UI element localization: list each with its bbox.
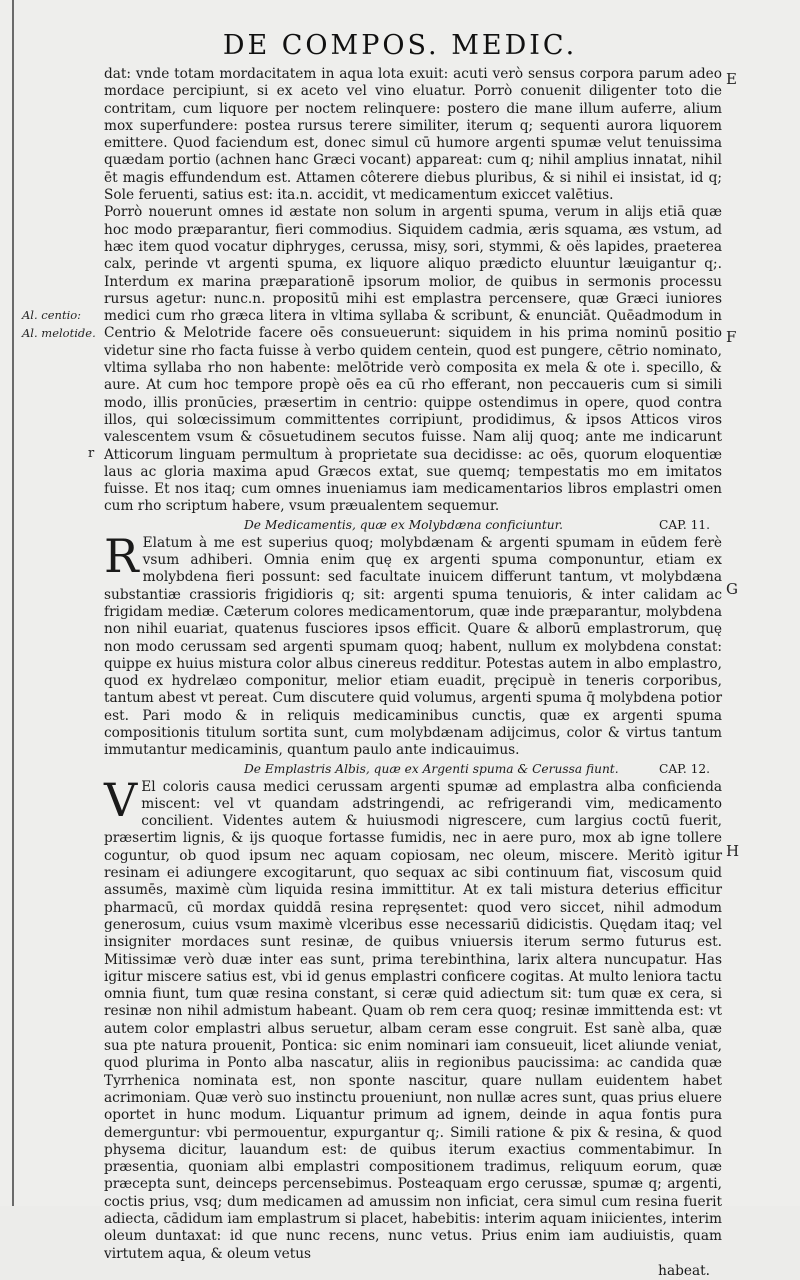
paragraph-text: Elatum à me est superius quoq; molybdænam & argenti spumam in eūdem ferè vsum adhiberi. Omnia enim quę ex argenti spuma componuntur, etiam ex molybdena fieri possunt: sed facultate inuicem differunt tantum, vt molybdæna substantiæ crassioris frigidioris q; sit: argenti spuma tenuioris, & inter calidam ac frigidam mediæ. Cæterum colores medicamentorum, quæ inde præparantur, molybdena non nihil euariat, quatenus fusciores ipsos efficit. Quare & alborū emplastrorum, quę non modo cerussam sed argenti spumam quoq; habent, nullum ex molybdena constat: quippe ex huius mistura color albus cinereus redditur. Potestas autem in albo emplastro, quod ex hydrelæo componitur, melior etiam euadit, pręcipuè in teneris corporibus, tantum abest vt pereat. Cum discutere quid volumus, argenti spuma q̄ molybdena potior est. Pari modo & in reliquis medicaminibus cunctis, quæ ex argenti spuma compositionis titulum sortita sunt, cum molybdænam adijcimus, color & virtus tantum immutantur medicaminis, quantum paulo ante indicauimus. [104,534,722,759]
chapter-title: De Medicamentis, quæ ex Molybdæna conficiuntur. [244,517,564,532]
side-letter-f: F [726,328,737,346]
chapter-number: CAP. 12. [659,761,710,776]
paragraph-text: El coloris causa medici cerussam argenti spumæ ad emplastra alba conficienda miscent: vel vt quandam adstringendi, ac refrigerandi vim, medicamento concilient. Videntes autem & huiusmodi nigrescere, cum largius coctū fuerit, præsertim lignis, & ijs quoque fortasse fumidis, nec in aere puro, mox ab igne tollere coguntur, ob quod ipsum nec aquam copiosam, nec oleum, miscere. Meritò igitur resinam ei adiungere excogitarunt, quo sequax ac sibi continuum fiat, viscosum quid assumēs, maximè cùm liquida resina immittitur. At ex tali mistura deterius efficitur pharmacū, cū mordax quiddā resina repręsentet: quod vero siccet, nihil admodum generosum, cuius vsum maximè vlceribus esse necessariū didicistis. Quędam itaq; vel insigniter mordaces sunt resinæ, de quibus vniuersis iterum sermo futurus est. Mitissimæ verò duæ inter eas sunt, prima terebinthina, larix altera nuncupatur. Has igitur miscere satius est, vbi id genus emplastri conficere cogitas. At multo leniora tactu omnia fiunt, tum quæ resina constant, si ceræ quid adiectum sit: tum quæ ex cera, si resinæ non nihil admistum habeant. Quam ob rem cera quoq; resinæ immittenda est: vt autem color emplastri albus seruetur, albam ceram esse congruit. Est sanè alba, quæ sua pte natura prouenit, Pontica: sic enim nominari iam consueuit, licet aliunde veniat, quod plurima in Ponto alba nascatur, aliis in regionibus paucissima: ac candida quæ Tyrrhenica nominata est, non sponte nascitur, quare nullam euidentem habet acrimoniam. Quæ verò suo instinctu proueniunt, non nullæ acres sunt, quas prius eluere oportet in hunc modum. Liquantur primum ad ignem, deinde in aqua fontis pura demerguntur: vbi permouentur, expurgantur q;. Simili ratione & pix & resina, & quod physema dicitur, lauandum est: de quibus iterum exactius commentabimur. In præsentia, quoniam albi emplastri compositionem tradimus, reliquum eorum, quæ præcepta sunt, deinceps percensebimus. Posteaquam ergo cerussæ, spumæ q; argenti, coctis prius, vsq; dum medicamen ad amussim non inficiat, cera simul cum resina fuerit adiecta, cādidum iam emplastrum si placet, habebitis: interim aquam iniicientes, interim oleum duntaxat: id que nunc recens, nunc vetus. Prius enim iam audiuistis, quam virtutem aqua, & oleum vetus [104,778,722,1262]
main-text-block [104,66,722,1280]
side-letter-g: G [726,580,738,598]
chapter-title: De Emplastris Albis, quæ ex Argenti spuma & Cerussa fiunt. [244,761,619,776]
marginal-r-mark: r [88,446,95,461]
chapter-heading-12 [104,761,722,778]
drop-cap: R [104,528,139,583]
paragraph [104,528,722,760]
margin-note-centio: Al. centio: [22,308,82,322]
page-edge-rule [12,0,14,1206]
paragraph: dat: vnde totam mordacitatem in aqua lota exuit: acuti verò sensus corpora parum adeo mordace percipiunt, si ex aceto vel vino eluatur. Porrò conuenit diligenter toto die contritam, cum liquore per noctem relinquere: postero die mane illum auferre, alium mox superfundere: postea rursus terere similiter, iterum q; sequenti aurora liquorem emittere. Quod faciendum est, donec simul cū humore argenti spumæ velut tenuissima quædam portio (achnen hanc Græci vocant) appareat: cum q; nihil amplius innatat, nihil ēt magis effundendum est. Attamen côterere diebus pluribus, & si nihil ei insistat, id q; Sole feruenti, satius est: ita.n. accidit, vt medicamentum exiccet valētius. [104,66,722,204]
drop-cap: V [104,772,138,827]
side-letter-h: H [726,842,740,860]
paragraph [104,772,722,1263]
paragraph: Porrò nouerunt omnes id æstate non solum in argenti spuma, verum in alijs etiā quæ hoc modo præparantur, fieri commodius. Siquidem cadmia, æris squama, æs vstum, ad hæc item quod vocatur diphryges, cerussa, misy, sori, stymmi, & oës lapides, praeterea calx, perinde vt argenti spuma, ex liquore aliquo prædicto eluuntur læuigantur q;. Interdum ex marina præparationē ipsorum molior, de quibus in sermonis processu rursus agetur: nunc.n. propositū mihi est emplastra percensere, quæ Græci iuniores medici cum rho græca litera in vltima syllaba & scribunt, & enunciāt. Quēadmodum in Centrio & Melotride facere oēs consueuerunt: siquidem in his prima nominū positio videtur sine rho facta fuisse à verbo quidem centein, quod est pungere, cētrio nominato, vltima syllaba rho non habente: melōtride verò composita ex mela & ote i. specillo, & aure. At cum hoc tempore propè oēs ea cū rho efferant, non peccaueris cum si simili modo, illis pronūcies, præsertim in centrio: quippe ostendimus in opere, quod contra illos, qui solœcissimum committentes corripiunt, prodidimus, & ipsos Atticos viros valescentem vsum & cōsuetudinem secutos fuisse. Nam alij quoq; ante me indicarunt Atticorum linguam permultum à proprietate sua decidisse: ac oēs, quorum eloquentiæ laus ac gloria maxima apud Græcos extat, sue quemq; tempestatis mo em imitatos fuisse. Et nos itaq; cum omnes inueniamus iam medicamentarios libros emplastri omen cum rho scriptum habere, vsum præualentem sequemur. [104,204,722,515]
chapter-number: CAP. 11. [659,517,710,532]
margin-note-melotide: Al. melotide. [22,326,96,340]
side-letter-e: E [726,70,737,88]
chapter-heading-11 [104,517,722,534]
catchword-line: habeat. [658,1262,710,1279]
running-head: DE COMPOS. MEDIC. [222,30,578,61]
